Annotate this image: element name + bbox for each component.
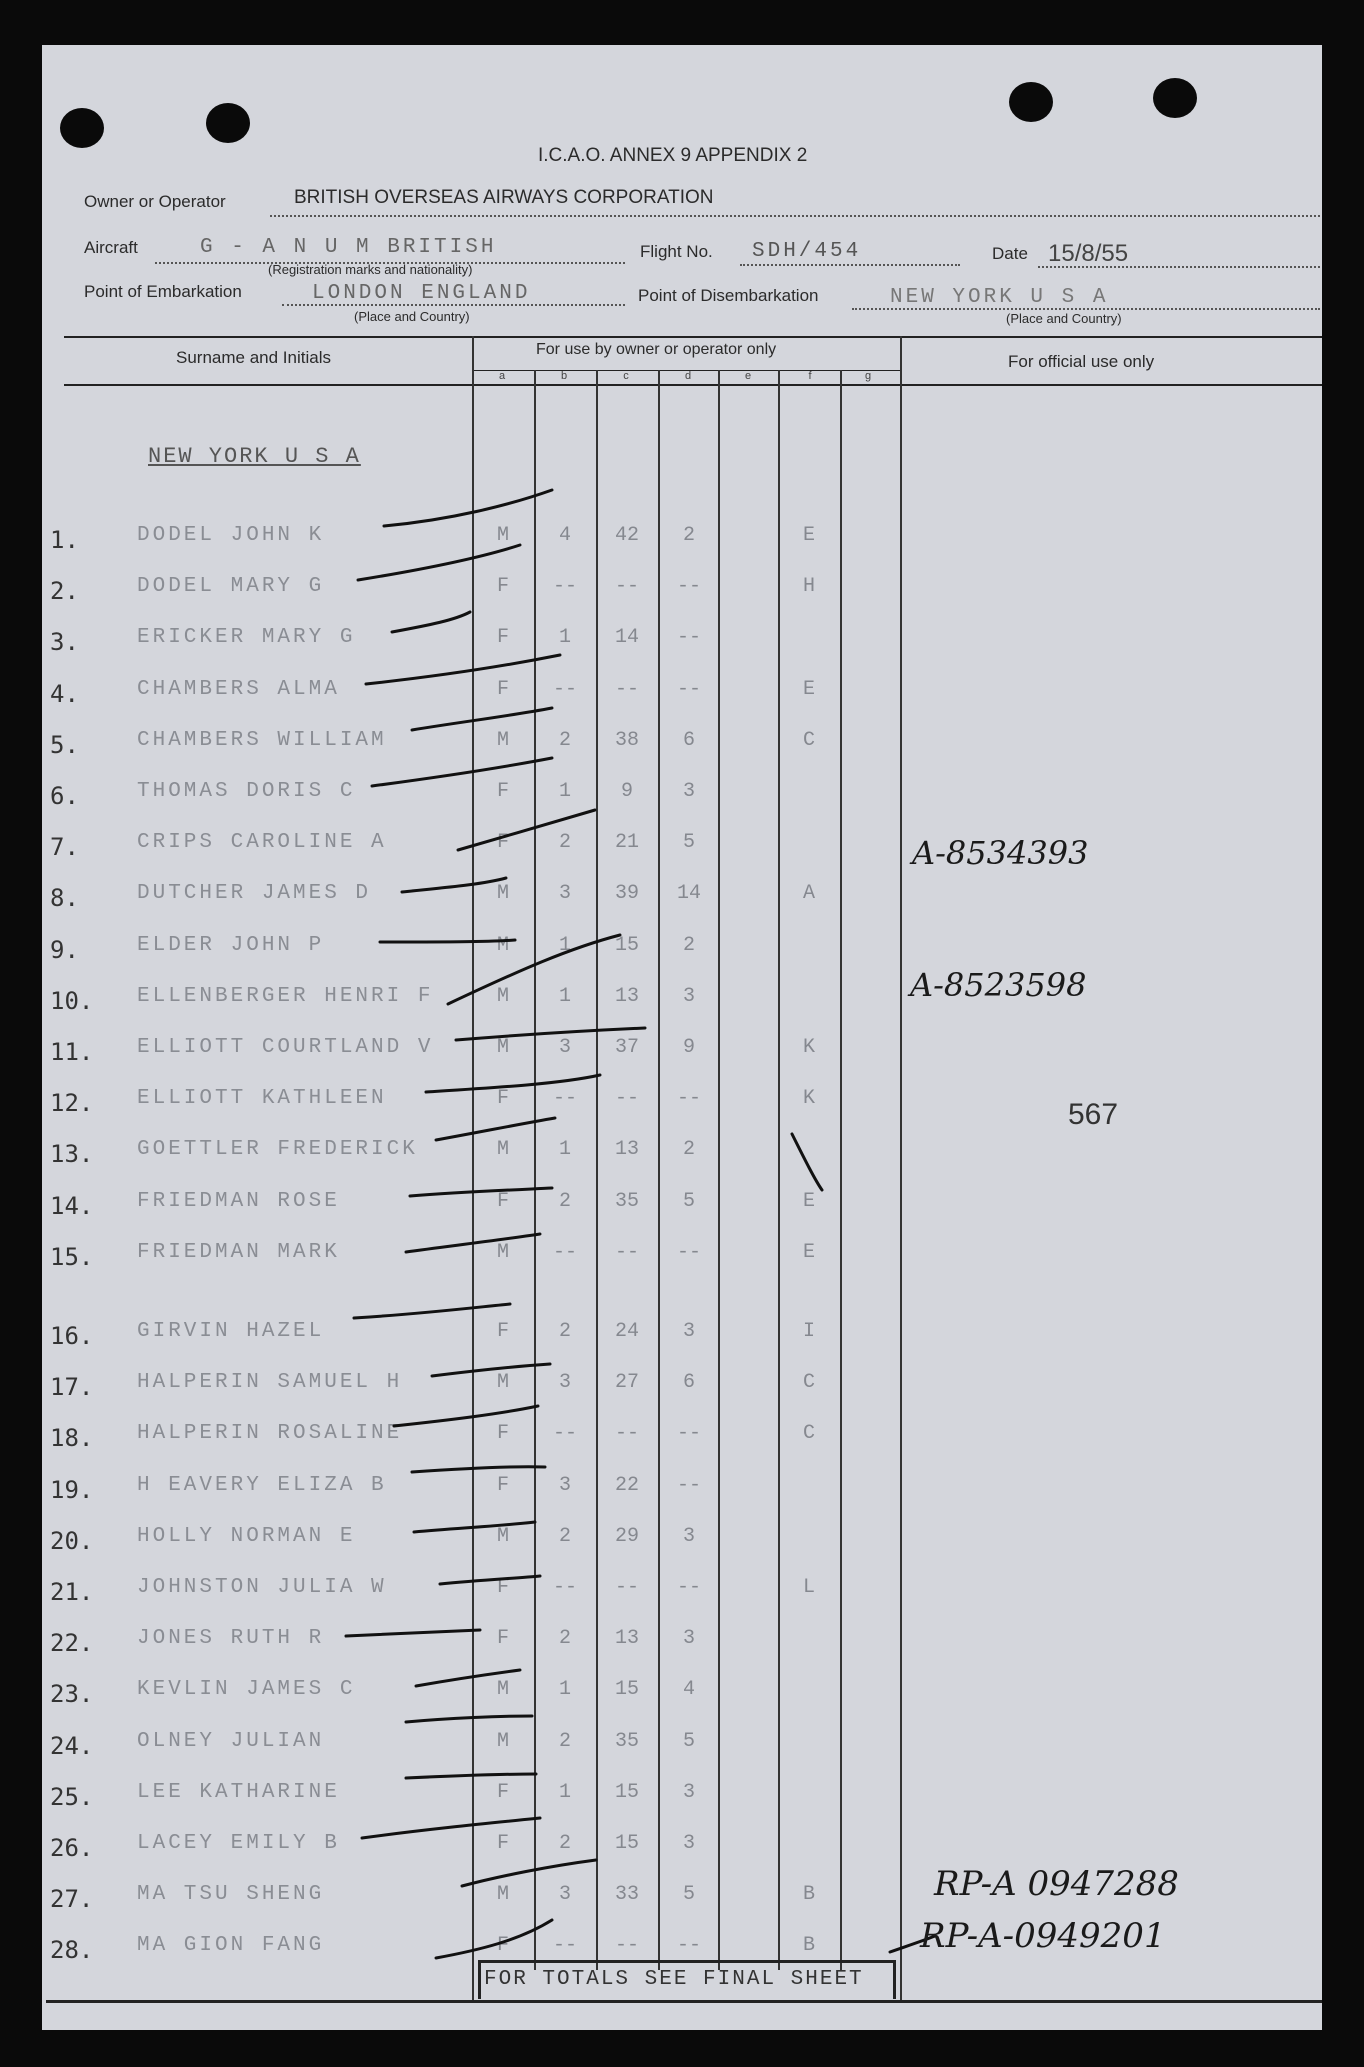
owner-label: Owner or Operator [84, 192, 226, 211]
passenger-name: OLNEY JULIAN [137, 1729, 325, 1753]
passenger-name: H EAVERY ELIZA B [137, 1473, 387, 1497]
cell-a: F [496, 1627, 509, 1651]
aircraft-value: G - A N U M BRITISH [200, 236, 497, 259]
passenger-name: DODEL JOHN K [137, 524, 325, 547]
cell-a: F [496, 677, 509, 701]
cell-b: -- [552, 677, 577, 701]
col-divider [900, 336, 902, 2000]
row-number: 25. [50, 1782, 94, 1811]
disembark-sub: (Place and Country) [1006, 311, 1122, 326]
cell-f: K [802, 1036, 815, 1059]
cell-b: 1 [558, 984, 571, 1008]
cell-d: 5 [682, 1189, 695, 1213]
cell-b: -- [552, 1240, 577, 1264]
passenger-name: JONES RUTH R [137, 1627, 325, 1651]
cell-a: M [496, 1729, 509, 1753]
cell-a: F [496, 1473, 509, 1497]
cell-c: 29 [614, 1524, 639, 1548]
cell-b: -- [552, 1422, 577, 1446]
row-number: 13. [50, 1140, 94, 1169]
cell-d: 5 [682, 1883, 695, 1907]
passenger-name: HOLLY NORMAN E [137, 1524, 356, 1548]
col-owner: For use by owner or operator only [536, 341, 777, 358]
cell-b: 2 [558, 1320, 571, 1343]
cell-b: 3 [558, 1036, 571, 1059]
cell-c: -- [614, 677, 639, 701]
row-number: 22. [50, 1629, 94, 1658]
cell-c: 42 [614, 524, 639, 547]
cell-d: 3 [682, 1832, 695, 1855]
cell-d: -- [676, 1576, 701, 1599]
cell-a: M [496, 1524, 509, 1548]
col-official: For official use only [1008, 352, 1155, 371]
cell-d: 2 [682, 524, 695, 547]
cell-f: C [802, 1422, 815, 1446]
cell-c: 15 [614, 933, 639, 957]
cell-c: 13 [614, 1627, 639, 1651]
cell-d: 9 [682, 1036, 695, 1059]
cell-c: 22 [614, 1473, 639, 1497]
cell-b: 2 [558, 1729, 571, 1753]
owner-value: BRITISH OVERSEAS AIRWAYS CORPORATION [294, 187, 714, 208]
row-number: 17. [50, 1373, 94, 1402]
cell-d: -- [676, 677, 701, 701]
cell-d: 4 [682, 1678, 695, 1702]
cell-d: -- [676, 1473, 701, 1497]
cell-b: 2 [558, 831, 571, 855]
cell-c: 13 [614, 1138, 639, 1162]
cell-b: 3 [558, 1883, 571, 1907]
embark-value: LONDON ENGLAND [312, 282, 531, 305]
passenger-name: CHAMBERS ALMA [137, 677, 340, 701]
cell-a: M [496, 1883, 509, 1907]
cell-d: 5 [682, 831, 695, 855]
handwritten-note: A-8534393 [912, 834, 1089, 872]
row-number: 14. [50, 1191, 94, 1220]
cell-a: M [496, 1371, 509, 1395]
cell-c: -- [614, 1087, 639, 1111]
passenger-name: ELLIOTT COURTLAND V [137, 1036, 434, 1059]
row-number: 7. [50, 833, 79, 862]
cell-d: 6 [682, 1371, 695, 1395]
cell-c: 27 [614, 1371, 639, 1395]
cell-b: 2 [558, 1832, 571, 1855]
cell-a: F [496, 780, 509, 803]
col-divider [840, 370, 842, 1970]
row-number: 24. [50, 1731, 94, 1760]
cell-c: -- [614, 1240, 639, 1264]
row-number: 9. [50, 935, 79, 964]
cell-f: E [802, 677, 815, 701]
table-head-rule [64, 384, 1322, 386]
subcol-g: g [864, 370, 872, 382]
bottom-rule [46, 2000, 1322, 2003]
cell-f: B [802, 1934, 815, 1958]
cell-d: -- [676, 575, 701, 599]
cell-a: M [496, 1240, 509, 1264]
cell-c: 21 [614, 831, 639, 855]
passenger-name: MA TSU SHENG [137, 1883, 325, 1907]
passenger-name: HALPERIN ROSALINE [137, 1422, 403, 1446]
cell-a: F [496, 1832, 509, 1855]
row-number: 26. [50, 1834, 94, 1862]
cell-a: M [496, 728, 509, 752]
passenger-name: JOHNSTON JULIA W [137, 1576, 387, 1599]
cell-a: M [496, 984, 509, 1008]
cell-a: M [496, 1138, 509, 1162]
cell-c: 35 [614, 1189, 639, 1213]
cell-a: F [496, 1934, 509, 1958]
subcol-d: d [684, 370, 692, 382]
subcol-a: a [498, 370, 506, 382]
cell-b: 1 [558, 1138, 571, 1162]
col-divider [778, 370, 780, 1970]
passenger-name: CHAMBERS WILLIAM [137, 728, 387, 752]
date-label: Date [992, 244, 1028, 263]
cell-f: E [802, 524, 815, 547]
aircraft-sub: (Registration marks and nationality) [268, 262, 473, 277]
flight-value: SDH/454 [752, 240, 862, 263]
passenger-name: KEVLIN JAMES C [137, 1678, 356, 1702]
cell-a: F [496, 831, 509, 855]
cell-d: 5 [682, 1729, 695, 1753]
section-title: NEW YORK U S A [148, 444, 361, 469]
cell-c: -- [614, 1934, 639, 1958]
subcol-b: b [560, 370, 568, 382]
row-number: 6. [50, 782, 79, 810]
cell-f: B [802, 1883, 815, 1907]
cell-d: 3 [682, 1627, 695, 1651]
cell-a: F [496, 1576, 509, 1599]
cell-a: F [496, 1780, 509, 1804]
cell-c: 9 [620, 780, 633, 803]
row-number: 4. [50, 679, 79, 708]
cell-d: -- [676, 1934, 701, 1958]
date-value: 15/8/55 [1048, 240, 1129, 267]
cell-a: F [496, 1189, 509, 1213]
punch-hole [60, 108, 104, 148]
subcol-f: f [808, 370, 812, 382]
cell-b: 2 [558, 1524, 571, 1548]
cell-b: -- [552, 1934, 577, 1958]
row-number: 23. [50, 1680, 94, 1709]
row-number: 28. [50, 1936, 94, 1965]
cell-b: 2 [558, 1189, 571, 1213]
cell-d: -- [676, 1240, 701, 1264]
cell-b: 3 [558, 882, 571, 906]
row-number: 5. [50, 730, 79, 759]
cell-b: -- [552, 575, 577, 599]
passenger-name: ELLENBERGER HENRI F [137, 984, 434, 1008]
table-top-rule [64, 336, 1322, 338]
cell-c: -- [614, 575, 639, 599]
handwritten-note: RP-A 0947288 [934, 1864, 1179, 1904]
flight-line [740, 264, 960, 266]
typed-note: 567 [1068, 1098, 1119, 1131]
row-number: 11. [50, 1038, 94, 1066]
cell-b: 1 [558, 1780, 571, 1804]
row-number: 2. [50, 577, 79, 606]
cell-d: -- [676, 1087, 701, 1111]
passenger-name: GIRVIN HAZEL [137, 1320, 325, 1343]
form-title: I.C.A.O. ANNEX 9 APPENDIX 2 [538, 145, 808, 166]
punch-hole [1009, 82, 1053, 122]
cell-c: 15 [614, 1678, 639, 1702]
punch-hole [1153, 78, 1197, 118]
cell-b: 1 [558, 933, 571, 957]
cell-d: 14 [676, 882, 701, 906]
cell-c: 24 [614, 1320, 639, 1343]
cell-d: 2 [682, 1138, 695, 1162]
cell-f: L [802, 1576, 815, 1599]
cell-b: 3 [558, 1473, 571, 1497]
cell-c: 35 [614, 1729, 639, 1753]
cell-f: C [802, 728, 815, 752]
cell-a: M [496, 933, 509, 957]
cell-f: H [802, 575, 815, 599]
passenger-name: FRIEDMAN ROSE [137, 1189, 340, 1213]
cell-a: F [496, 1320, 509, 1343]
cell-a: F [496, 1422, 509, 1446]
row-number: 12. [50, 1089, 94, 1118]
cell-f: E [802, 1189, 815, 1213]
cell-c: 37 [614, 1036, 639, 1059]
passenger-name: MA GION FANG [137, 1934, 325, 1958]
subcol-c: c [623, 370, 629, 382]
cell-d: 6 [682, 728, 695, 752]
passenger-name: THOMAS DORIS C [137, 780, 356, 803]
row-number: 27. [50, 1885, 94, 1914]
cell-c: 15 [614, 1780, 639, 1804]
flight-label: Flight No. [640, 242, 713, 261]
cell-b: 2 [558, 728, 571, 752]
passenger-name: ERICKER MARY G [137, 626, 356, 650]
cell-b: 2 [558, 1627, 571, 1651]
cell-a: M [496, 1678, 509, 1702]
cell-f: I [802, 1320, 815, 1343]
cell-c: 15 [614, 1832, 639, 1855]
cell-d: 3 [682, 1780, 695, 1804]
subcol-e: e [744, 370, 752, 382]
embark-sub: (Place and Country) [354, 309, 470, 324]
passenger-name: DODEL MARY G [137, 575, 325, 599]
embark-label: Point of Embarkation [84, 282, 242, 301]
row-number: 19. [50, 1475, 94, 1504]
passenger-name: ELDER JOHN P [137, 933, 325, 957]
passenger-name: DUTCHER JAMES D [137, 882, 372, 906]
handwritten-note: RP-A-0949201 [920, 1916, 1166, 1956]
cell-b: 1 [558, 626, 571, 650]
totals-note: FOR TOTALS SEE FINAL SHEET [484, 1968, 864, 1991]
passenger-name: CRIPS CAROLINE A [137, 831, 387, 855]
passenger-name: FRIEDMAN MARK [137, 1240, 340, 1264]
cell-f: C [802, 1371, 815, 1395]
cell-c: 14 [614, 626, 639, 650]
cell-d: 2 [682, 933, 695, 957]
row-number: 16. [50, 1322, 94, 1350]
disembark-label: Point of Disembarkation [638, 286, 819, 305]
passenger-name: GOETTLER FREDERICK [137, 1138, 418, 1162]
cell-f: A [802, 882, 815, 906]
cell-c: 38 [614, 728, 639, 752]
cell-d: 3 [682, 984, 695, 1008]
cell-b: 1 [558, 1678, 571, 1702]
handwritten-note: A-8523598 [910, 966, 1087, 1004]
passenger-name: LACEY EMILY B [137, 1832, 340, 1855]
cell-a: F [496, 575, 509, 599]
row-number: 20. [50, 1526, 94, 1555]
passenger-name: ELLIOTT KATHLEEN [137, 1087, 387, 1111]
row-number: 8. [50, 884, 79, 913]
row-number: 21. [50, 1578, 94, 1606]
cell-d: -- [676, 626, 701, 650]
row-number: 3. [50, 628, 79, 657]
cell-f: E [802, 1240, 815, 1264]
punch-hole [206, 103, 250, 143]
cell-a: F [496, 626, 509, 650]
cell-c: -- [614, 1576, 639, 1599]
cell-d: 3 [682, 1320, 695, 1343]
cell-b: 1 [558, 780, 571, 803]
cell-b: -- [552, 1576, 577, 1599]
disembark-value: NEW YORK U S A [890, 286, 1109, 309]
cell-a: M [496, 1036, 509, 1059]
cell-c: -- [614, 1422, 639, 1446]
cell-c: 13 [614, 984, 639, 1008]
cell-d: 3 [682, 780, 695, 803]
cell-b: -- [552, 1087, 577, 1111]
cell-c: 33 [614, 1883, 639, 1907]
cell-d: 3 [682, 1524, 695, 1548]
owner-line [270, 215, 1320, 217]
aircraft-label: Aircraft [84, 238, 138, 257]
cell-a: F [496, 1087, 509, 1111]
cell-d: -- [676, 1422, 701, 1446]
row-number: 18. [50, 1424, 94, 1453]
passenger-name: LEE KATHARINE [137, 1780, 340, 1804]
passenger-name: HALPERIN SAMUEL H [137, 1371, 403, 1395]
row-number: 15. [50, 1242, 94, 1271]
row-number: 10. [50, 986, 94, 1015]
cell-a: M [496, 524, 509, 547]
cell-c: 39 [614, 882, 639, 906]
col-surname: Surname and Initials [176, 348, 331, 367]
cell-f: K [802, 1087, 815, 1111]
row-number: 1. [50, 526, 79, 554]
cell-b: 3 [558, 1371, 571, 1395]
cell-b: 4 [558, 524, 571, 547]
cell-a: M [496, 882, 509, 906]
